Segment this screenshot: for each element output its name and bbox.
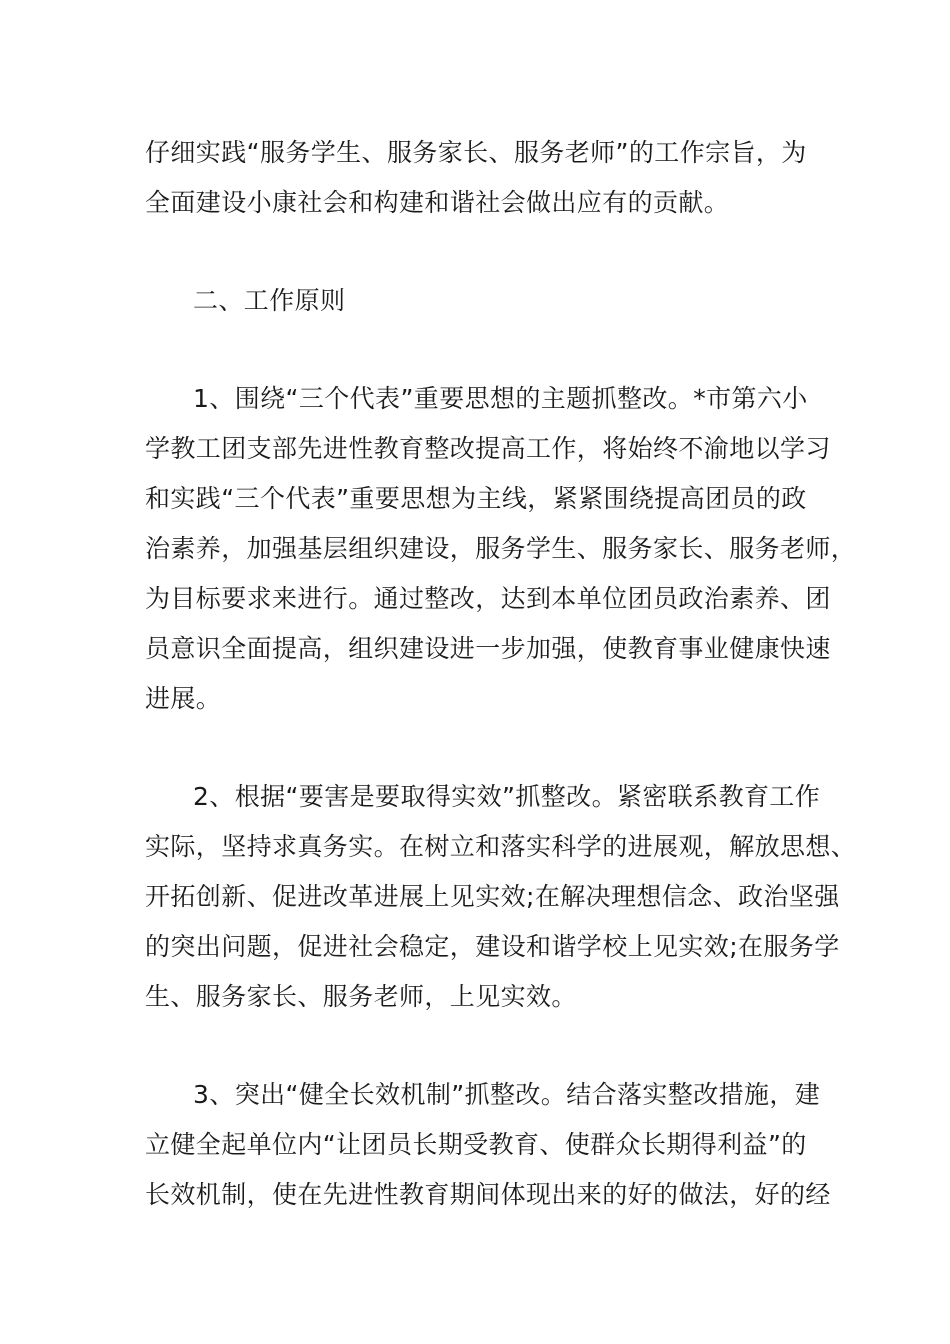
principle-2-line-1: 2、根据“要害是要取得实效”抓整改。紧密联系教育工作: [193, 782, 821, 811]
principle-2-line-2: 实际，坚持求真务实。在树立和落实科学的进展观，解放思想、: [145, 832, 857, 861]
section-heading: 二、工作原则: [193, 286, 346, 315]
principle-1-line-1: 1、围绕“三个代表”重要思想的主题抓整改。*市第六小: [193, 384, 808, 413]
principle-1-line-5: 为目标要求来进行。通过整改，达到本单位团员政治素养、团: [145, 584, 831, 613]
principle-1-line-2: 学教工团支部先进性教育整改提高工作，将始终不渝地以学习: [145, 434, 831, 463]
principle-3-line-2: 立健全起单位内“让团员长期受教育、使群众长期得利益”的: [145, 1130, 807, 1159]
intro-line-2: 全面建设小康社会和构建和谐社会做出应有的贡献。: [145, 188, 730, 217]
principle-2-line-5: 生、服务家长、服务老师，上见实效。: [145, 982, 577, 1011]
principle-3-line-3: 长效机制，使在先进性教育期间体现出来的好的做法，好的经: [145, 1180, 831, 1209]
principle-2-line-3: 开拓创新、促进改革进展上见实效;在解决理想信念、政治坚强: [145, 882, 840, 911]
principle-3-line-1: 3、突出“健全长效机制”抓整改。结合落实整改措施，建: [193, 1080, 821, 1109]
principle-1-line-7: 进展。: [145, 684, 222, 713]
principle-1-line-6: 员意识全面提高，组织建设进一步加强，使教育事业健康快速: [145, 634, 831, 663]
intro-line-1: 仔细实践“服务学生、服务家长、服务老师”的工作宗旨，为: [145, 138, 807, 167]
principle-1-line-3: 和实践“三个代表”重要思想为主线，紧紧围绕提高团员的政: [145, 484, 807, 513]
principle-1-line-4: 治素养，加强基层组织建设，服务学生、服务家长、服务老师，: [145, 534, 857, 563]
principle-2-line-4: 的突出问题，促进社会稳定，建设和谐学校上见实效;在服务学: [145, 932, 840, 961]
